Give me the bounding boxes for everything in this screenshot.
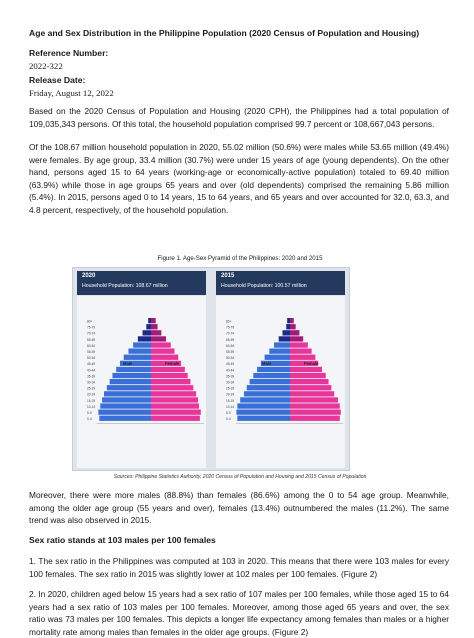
age-group-tick: 15-19 <box>226 398 235 403</box>
age-group-tick: 35-39 <box>87 374 96 379</box>
age-group-tick: 30-34 <box>226 380 235 385</box>
paragraph-total-population: Based on the 2020 Census of Population and Housing (2020 CPH), the Philippines had a total population of 109,035,343 persons. Of this total, the household population comprised 99.7 percent or 108,667,043 persons. <box>29 106 449 129</box>
age-group-tick: 80+ <box>87 319 93 324</box>
male-bar <box>146 324 151 329</box>
panel-year: 2015 <box>221 273 235 279</box>
female-bar <box>290 373 326 378</box>
female-bar <box>151 391 196 396</box>
female-bar <box>290 342 308 347</box>
section-heading-sex-ratio: Sex ratio stands at 103 males per 100 females <box>29 535 216 545</box>
female-bar <box>151 324 158 329</box>
female-bar <box>290 410 341 415</box>
male-bar <box>128 349 151 354</box>
age-group-tick: 0-4 <box>226 417 231 422</box>
male-bar <box>98 410 151 415</box>
pyramid-chart-2015 <box>216 296 345 468</box>
age-group-tick: 0-4 <box>87 417 92 422</box>
female-bar <box>151 355 178 360</box>
female-bar <box>290 324 296 329</box>
female-bar <box>290 379 329 384</box>
age-group-tick: 60-64 <box>87 343 96 348</box>
age-group-tick: 65-69 <box>87 337 96 342</box>
male-bar <box>253 373 290 378</box>
female-bar <box>290 318 294 323</box>
age-group-tick: 30-34 <box>87 380 96 385</box>
female-bar <box>151 379 190 384</box>
female-bar <box>290 391 334 396</box>
age-group-tick: 65-69 <box>226 337 235 342</box>
reference-number: 2022-322 <box>29 61 63 71</box>
age-group-tick: 15-19 <box>87 398 96 403</box>
male-bar <box>279 336 290 341</box>
male-bar <box>112 373 151 378</box>
age-group-tick: 40-44 <box>87 368 96 373</box>
figure-caption: Figure 1. Age-Sex Pyramid of the Philippines: 2020 and 2015 <box>157 255 323 262</box>
age-sex-pyramid-figure <box>72 267 350 471</box>
female-bar <box>290 330 299 335</box>
female-bar <box>151 318 156 323</box>
male-bar <box>265 355 290 360</box>
male-bar <box>282 330 290 335</box>
female-bar <box>290 367 322 372</box>
age-group-tick: 5-9 <box>226 411 231 415</box>
age-group-tick: 50-54 <box>226 356 235 361</box>
male-legend-label: Male <box>262 360 272 366</box>
male-bar <box>138 336 151 341</box>
age-group-tick: 55-59 <box>226 350 235 354</box>
age-group-tick: 55-59 <box>87 350 96 354</box>
male-bar <box>99 416 151 421</box>
male-bar <box>287 318 290 323</box>
figure-source: Sources: Philippine Statistics Authority, 2020 Census of Population and Housing and 2015 Census of Population <box>113 474 367 480</box>
male-bar <box>107 385 151 390</box>
release-date: Friday, August 12, 2022 <box>29 88 114 98</box>
paragraph-age-group-comparison: Moreover, there were more males (88.8%) than females (86.6%) among the 0 to 54 age group. Meanwhile, among the older age group (55 years and over), females (13.4%) outnumbered the males (11.2%). The same trend was also observed in 2015. <box>29 490 449 526</box>
female-bar <box>290 403 340 408</box>
male-bar <box>269 349 290 354</box>
age-group-tick: 45-49 <box>87 362 96 367</box>
panel-header-2020 <box>77 271 206 295</box>
male-bar <box>286 324 290 329</box>
pyramid-svg-2015 <box>216 296 345 468</box>
male-bar <box>143 330 151 335</box>
female-bar <box>290 349 312 354</box>
age-group-tick: 5-9 <box>87 411 92 415</box>
reference-label: Reference Number: <box>29 48 109 58</box>
age-group-tick: 40-44 <box>226 368 235 373</box>
age-group-tick: 10-14 <box>226 404 235 409</box>
age-group-tick: 80+ <box>226 319 232 324</box>
age-group-tick: 70-74 <box>87 331 96 336</box>
panel-household-population: Household Population: 108.67 million <box>82 283 168 289</box>
female-bar <box>151 416 200 421</box>
male-bar <box>116 367 151 372</box>
female-bar <box>151 330 161 335</box>
male-bar <box>148 318 151 323</box>
female-legend-label: Female <box>304 360 319 366</box>
age-group-tick: 35-39 <box>226 374 235 379</box>
male-bar <box>247 385 290 390</box>
male-bar <box>236 410 290 415</box>
male-bar <box>100 403 151 408</box>
panel-household-population: Household Population: 100.57 million <box>221 283 307 289</box>
age-group-tick: 20-24 <box>226 392 235 397</box>
age-group-tick: 10-14 <box>87 404 96 409</box>
age-group-tick: 75-79 <box>87 325 96 330</box>
female-bar <box>151 410 201 415</box>
panel-year: 2020 <box>82 273 96 279</box>
female-bar <box>151 342 171 347</box>
male-bar <box>124 355 151 360</box>
male-bar <box>240 397 290 402</box>
pyramid-svg-2020 <box>77 296 206 468</box>
document-title: Age and Sex Distribution in the Philippine Population (2020 Census of Population and Housing) <box>29 28 420 38</box>
female-bar <box>290 355 315 360</box>
release-label: Release Date: <box>29 75 86 85</box>
female-bar <box>290 416 340 421</box>
age-group-tick: 45-49 <box>226 362 235 367</box>
female-bar <box>151 397 198 402</box>
male-bar <box>244 391 290 396</box>
male-bar <box>237 416 290 421</box>
panel-header-2015 <box>216 271 345 295</box>
female-bar <box>290 397 338 402</box>
age-group-tick: 50-54 <box>87 356 96 361</box>
male-bar <box>257 367 290 372</box>
age-group-tick: 70-74 <box>226 331 235 336</box>
male-bar <box>133 342 151 347</box>
female-bar <box>151 403 199 408</box>
age-group-tick: 25-29 <box>87 386 96 391</box>
age-group-tick: 25-29 <box>226 386 235 391</box>
paragraph-sex-ratio-2: 2. In 2020, children aged below 15 years had a sex ratio of 107 males per 100 females, while those aged 15 to 64 years had a sex ratio of 103 males per 100 females. Moreover, among those aged 65 years and over, the sex ratio was 73 males per 100 females. This depicts a longer life expectancy among females than males or a higher mortality rate among males than females in the older age groups. (Figure 2) <box>29 589 449 637</box>
female-bar <box>151 336 166 341</box>
female-bar <box>151 367 185 372</box>
female-bar <box>151 385 193 390</box>
age-group-tick: 20-24 <box>87 392 96 397</box>
female-bar <box>290 336 303 341</box>
female-legend-label: Female <box>165 360 180 366</box>
male-bar <box>110 379 151 384</box>
male-bar <box>104 391 151 396</box>
pyramid-chart-2020 <box>77 296 206 468</box>
age-group-tick: 75-79 <box>226 325 235 330</box>
male-bar <box>102 397 151 402</box>
male-bar <box>274 342 290 347</box>
age-group-tick: 60-64 <box>226 343 235 348</box>
male-bar <box>250 379 290 384</box>
female-bar <box>290 385 331 390</box>
paragraph-household-population: Of the 108.67 million household population in 2020, 55.02 million (50.6%) were males while 53.65 million (49.4%) were females. By age group, 33.4 million (30.7%) were under 15 years of age (young dependents). On the other hand, persons aged 15 to 64 years (working-age or economically-active population) totaled to 69.40 million (63.9%) while those in age groups 65 years and over (old dependents) comprised the remaining 5.86 million (5.4%). In 2015, persons aged 0 to 14 years, 15 to 64 years, and 65 years and over accounted for 32.0, 63.3, and 4.8 percent, respectively, of the household population. <box>29 142 449 215</box>
female-bar <box>151 349 175 354</box>
male-bar <box>237 403 290 408</box>
male-legend-label: Male <box>123 360 133 366</box>
paragraph-sex-ratio-1: 1. The sex ratio in the Philippines was computed at 103 in 2020. This means that there were 103 males for every 100 females. The sex ratio in 2015 was slightly lower at 102 males per 100 females. (Figure 2) <box>29 556 449 579</box>
female-bar <box>151 373 188 378</box>
